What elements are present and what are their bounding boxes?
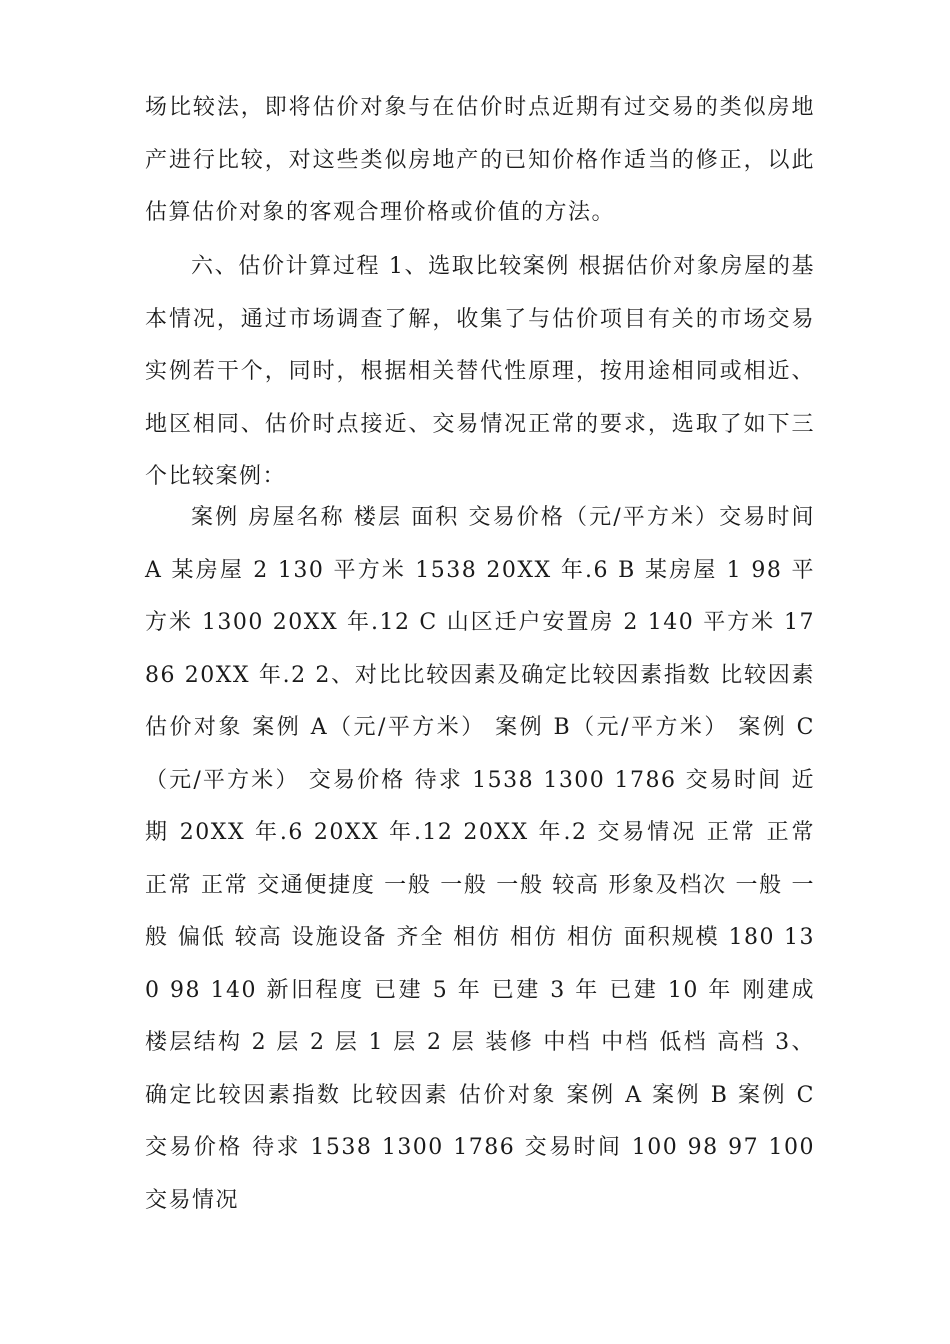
- paragraph-valuation-process: [145, 241, 815, 504]
- paragraph-comparison-cases: [145, 492, 815, 1227]
- paragraph-text: 场比较法，即将估价对象与在估价时点近期有过交易的类似房地产进行比较，对这些类似房地产的已知价格作适当的修正，以此估算估价对象的客观合理价格或价值的方法。: [145, 95, 815, 225]
- paragraph-text: 案例 房屋名称 楼层 面积 交易价格（元/平方米）交易时间 A 某房屋 2 130 平方米 1538 20XX 年.6 B 某房屋 1 98 平方米 1300 20XX 年.12 C 山区迁户安置房 2 140 平方米 1786 20XX 年.2 2、对比比较因素及确定比较因素指数 比较因素 估价对象 案例 A（元/平方米） 案例 B（元/平方米） 案例 C（元/平方米） 交易价格 待求 1538 1300 1786 交易时间 近期 20XX 年.6 20XX 年.12 20XX 年.2 交易情况 正常 正常 正常 正常 交通便捷度 一般 一般 一般 较高 形象及档次 一般 一般 偏低 较高 设施设备 齐全 相仿 相仿 相仿 面积规模 180 130 98 140 新旧程度 已建 5 年 已建 3 年 已建 10 年 刚建成 楼层结构 2 层 2 层 1 层 2 层 装修 中档 中档 低档 高档 3、 确定比较因素指数 比较因素 估价对象 案例 A 案例 B 案例 C 交易价格 待求 1538 1300 1786 交易时间 100 98 97 100 交易情况: [145, 505, 815, 1213]
- paragraph-method-description: [145, 82, 815, 240]
- paragraph-text: 六、估价计算过程 1、选取比较案例 根据估价对象房屋的基本情况，通过市场调查了解，收集了与估价项目有关的市场交易实例若干个，同时，根据相关替代性原理，按用途相同或相近、地区相同、估价时点接近、交易情况正常的要求，选取了如下三个比较案例：: [145, 254, 815, 489]
